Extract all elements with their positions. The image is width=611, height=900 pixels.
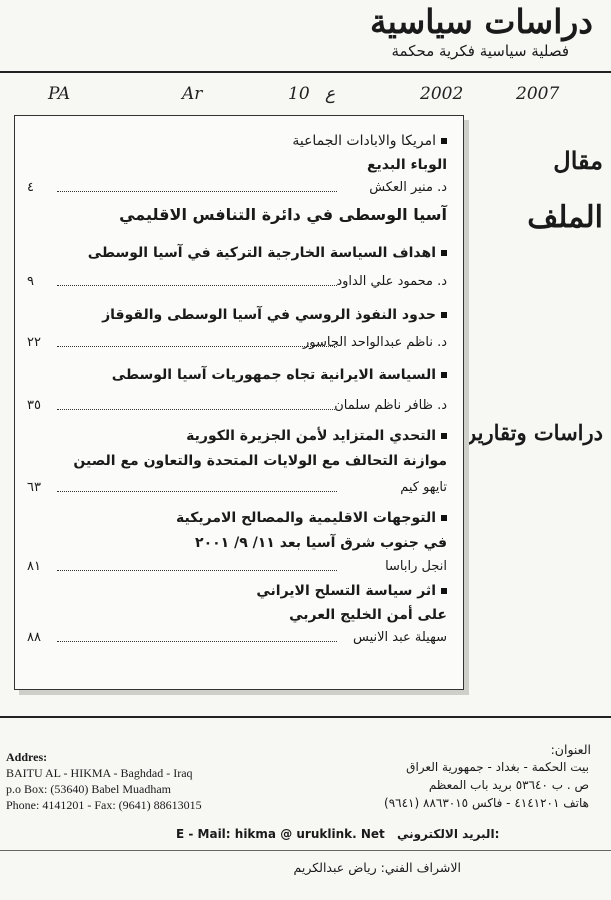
section-label-article: مقال [553, 146, 603, 175]
toc-entry[interactable] [27, 366, 447, 384]
author-row [27, 180, 447, 198]
leader-dots [57, 570, 337, 571]
address-label-en: Addres: [6, 750, 48, 764]
address-line-ar: بيت الحكمة - بغداد - جمهورية العراق [406, 760, 589, 774]
email-line[interactable] [172, 827, 503, 841]
toc-entry[interactable] [27, 427, 447, 445]
entry-subtitle-row [27, 534, 447, 552]
entry-subtitle-row [27, 452, 447, 470]
email-address[interactable]: E - Mail: hikma @ uruklink. Net [176, 827, 385, 841]
author-row [27, 630, 447, 648]
bullet-icon [441, 372, 447, 378]
technical-supervision-credit: الاشراف الفني: رياض عبدالكريم [293, 860, 461, 875]
bullet-icon [441, 250, 447, 256]
author-name: د. محمود علي الداود [336, 274, 447, 289]
address-label-ar: العنوان: [550, 742, 591, 757]
file-heading-row [27, 206, 447, 224]
bullet-icon [441, 312, 447, 318]
address-line-en: p.o Box: (53640) Babel Muadham [6, 782, 171, 796]
page-number: ٦٣ [27, 480, 41, 495]
bullet-icon [441, 588, 447, 594]
toc-entry[interactable] [27, 509, 447, 527]
leader-dots [57, 285, 337, 286]
bullet-icon [441, 433, 447, 439]
author-row [27, 274, 447, 292]
author-row [27, 398, 447, 416]
entry-title: الوباء البديع [366, 157, 447, 173]
author-row [27, 559, 447, 577]
leader-dots [57, 346, 337, 347]
handwritten-note: 10 [288, 84, 310, 104]
file-heading: آسيا الوسطى في دائرة التنافس الاقليمي [119, 205, 447, 224]
author-name: د. ظافر ناظم سلمان [334, 398, 447, 413]
author-row [27, 335, 447, 353]
header-divider [0, 71, 611, 73]
bullet-icon [441, 138, 447, 144]
toc-entry[interactable] [27, 244, 447, 262]
bottom-divider [0, 850, 611, 851]
entry-title: اهداف السياسة الخارجية التركية في آسيا الوسطى [87, 245, 436, 261]
entry-kicker: امريكا والابادات الجماعية [292, 133, 436, 149]
leader-dots [57, 641, 337, 642]
entry-subtitle-row [27, 606, 447, 624]
handwritten-note: ع [325, 84, 336, 104]
leader-dots [57, 491, 337, 492]
entry-subtitle: موازنة التحالف مع الولايات المتحدة والتعاون مع الصين [73, 453, 447, 469]
author-row [27, 480, 447, 498]
entry-subtitle: في جنوب شرق آسيا بعد ١١/ ٩/ ٢٠٠١ [195, 535, 447, 551]
entry-title: التوجهات الاقليمية والمصالح الامريكية [176, 510, 436, 526]
journal-title: دراسات سياسية [369, 2, 593, 41]
section-label-studies: دراسات وتقارير [466, 420, 603, 445]
journal-subtitle: فصلية سياسية فكرية محكمة [391, 42, 569, 60]
bullet-icon [441, 515, 447, 521]
entry-title: التحدي المتزايد لأمن الجزيرة الكورية [186, 428, 436, 444]
address-line-ar: هاتف ٤١٤١٢٠١ - فاكس ٨٨٦٣٠١٥ (٩٦٤١) [384, 796, 589, 810]
author-name: د. ناظم عبدالواحد الجاسور [303, 335, 447, 350]
author-name: د. منير العكش [369, 180, 447, 195]
page-number: ٣٥ [27, 398, 41, 413]
address-line-en: Phone: 4141201 - Fax: (9641) 88613015 [6, 798, 202, 812]
entry-subtitle: على أمن الخليج العربي [289, 607, 447, 623]
handwritten-annotations [40, 84, 580, 108]
address-line-ar: ص . ب ٥٣٦٤٠ بريد باب المعظم [428, 778, 589, 792]
page-number: ٢٢ [27, 335, 41, 350]
section-label-file: الملف [527, 200, 603, 235]
page-number: ٩ [27, 274, 34, 289]
entry-title-row [27, 156, 447, 174]
page-number: ٨٨ [27, 630, 41, 645]
entry-title: حدود النفوذ الروسي في آسيا الوسطى والقوقاز [102, 307, 436, 323]
address-line-en: BAITU AL - HIKMA - Baghdad - Iraq [6, 766, 193, 780]
author-name: انجل راباسا [385, 559, 447, 574]
toc-entry[interactable] [27, 132, 447, 150]
toc-entry[interactable] [27, 582, 447, 600]
leader-dots [57, 191, 337, 192]
author-name: تايهو كيم [400, 480, 447, 495]
author-name: سهيلة عبد الانيس [353, 630, 447, 645]
handwritten-note: 2007 [516, 84, 560, 104]
handwritten-note: 2002 [420, 84, 464, 104]
handwritten-note: Ar [182, 84, 203, 104]
email-label-ar: البريد الالكتروني: [396, 827, 500, 841]
page-number: ٨١ [27, 559, 41, 574]
handwritten-note: PA [48, 84, 71, 104]
footer-divider [0, 716, 611, 718]
leader-dots [57, 409, 337, 410]
entry-title: السياسة الايرانية تجاه جمهوريات آسيا الوسطى [111, 367, 436, 383]
entry-title: اثر سياسة التسلح الايراني [256, 583, 436, 599]
table-of-contents [14, 115, 464, 690]
page-number: ٤ [27, 180, 34, 195]
toc-entry[interactable] [27, 306, 447, 324]
